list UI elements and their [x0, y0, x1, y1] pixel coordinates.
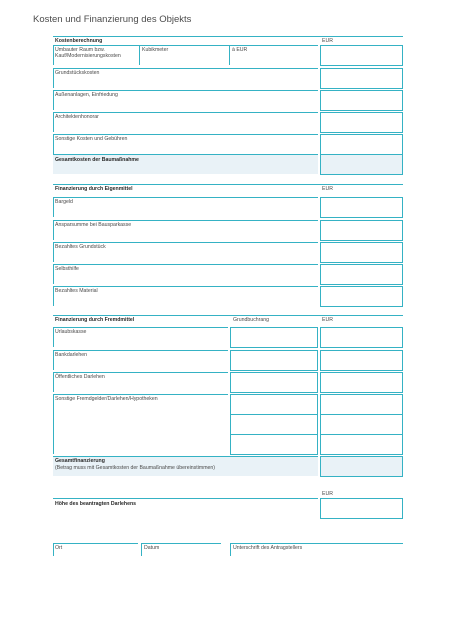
divider: [53, 242, 318, 243]
divider: [53, 372, 228, 373]
divider: [139, 45, 140, 65]
row-label-sonstige-fremdgelder: Sonstige Fremdgelder/Darlehen/Hypotheken: [55, 396, 158, 402]
divider: [53, 543, 54, 556]
footer-ort: Ort: [55, 545, 63, 551]
divider: [53, 90, 318, 91]
divider: [53, 220, 318, 221]
divider: [53, 543, 138, 544]
divider: [53, 498, 318, 499]
rank-field-sonstige-3[interactable]: [230, 434, 318, 455]
divider: [53, 134, 318, 135]
divider: [53, 112, 54, 132]
row-label-ansparsumme: Ansparsumme bei Bausparkasse: [55, 222, 132, 228]
amount-field-ansparsumme[interactable]: [320, 220, 403, 241]
divider: [230, 543, 231, 556]
kosten-header: Kostenberechnung: [55, 38, 103, 44]
kosten-currency: EUR: [322, 38, 333, 44]
darlehen-currency: EUR: [322, 491, 333, 497]
divider: [141, 543, 142, 556]
rank-field-bankdarlehen[interactable]: [230, 350, 318, 371]
divider: [53, 242, 54, 262]
amount-field-sonstige-kosten[interactable]: [320, 134, 403, 155]
row-label-hoehe-darlehen: Höhe des beantragten Darlehens: [55, 501, 137, 507]
divider: [53, 394, 54, 454]
row-label-grundstueckskosten: Grundstückskosten: [55, 70, 100, 76]
amount-field-bezahltes-material[interactable]: [320, 286, 403, 307]
amount-field-sonstige-3[interactable]: [320, 434, 403, 455]
row-label-bargeld: Bargeld: [55, 199, 73, 205]
footer-datum: Datum: [144, 545, 160, 551]
amount-field-gesamtkosten[interactable]: [320, 154, 403, 175]
amount-field-darlehen[interactable]: [320, 498, 403, 519]
row-label-sonstige-kosten: Sonstige Kosten und Gebühren: [55, 136, 128, 142]
rank-field-sonstige-1[interactable]: [230, 394, 318, 415]
divider: [53, 286, 318, 287]
amount-field-architektenhonorar[interactable]: [320, 112, 403, 133]
divider: [53, 315, 403, 316]
rank-field-urlaubskasse[interactable]: [230, 327, 318, 348]
amount-field-sonstige-2[interactable]: [320, 414, 403, 435]
row-label-urlaubskasse: Urlaubskasse: [55, 329, 87, 335]
footer-unterschrift: Unterschrift des Antragstellers: [233, 545, 303, 551]
divider: [53, 68, 318, 69]
amount-field-bargeld[interactable]: [320, 197, 403, 218]
divider: [53, 286, 54, 306]
row-label-architektenhonorar: Architektenhonorar: [55, 114, 99, 120]
amount-field-gesamtfinanzierung[interactable]: [320, 456, 403, 477]
amount-field-umbauter-raum[interactable]: [320, 45, 403, 66]
row-label-aussenanlagen: Außenanlagen, Einfriedung: [55, 92, 118, 98]
amount-field-selbsthilfe[interactable]: [320, 264, 403, 285]
gesamtfinanzierung-note: (Betrag muss mit Gesamtkosten der Baumaßnahme übereinstimmen): [55, 465, 216, 471]
divider: [53, 197, 318, 198]
amount-field-oeffentliches-darlehen[interactable]: [320, 372, 403, 393]
page-title: Kosten und Finanzierung des Objekts: [33, 14, 192, 25]
divider: [229, 45, 230, 65]
divider: [53, 68, 54, 88]
fremd-header: Finanzierung durch Fremdmittel: [55, 317, 135, 323]
divider: [230, 543, 403, 544]
grundbuchrang-header: Grundbuchrang: [233, 317, 270, 323]
divider: [53, 350, 228, 351]
divider: [53, 134, 54, 154]
fremd-currency: EUR: [322, 317, 333, 323]
row-label-bankdarlehen: Bankdarlehen: [55, 352, 88, 358]
eigen-currency: EUR: [322, 186, 333, 192]
row-label-oeffentliches-darlehen: Öffentliches Darlehen: [55, 374, 105, 380]
amount-field-urlaubskasse[interactable]: [320, 327, 403, 348]
row-label-kubikmeter: Kubikmeter: [142, 47, 169, 53]
amount-field-sonstige-1[interactable]: [320, 394, 403, 415]
divider: [141, 543, 221, 544]
row-label-bezahltes-material: Bezahltes Material: [55, 288, 98, 294]
divider: [53, 90, 54, 110]
row-label-gesamtkosten: Gesamtkosten der Baumaßnahme: [55, 157, 139, 163]
divider: [53, 394, 228, 395]
divider: [53, 184, 403, 185]
divider: [53, 327, 54, 347]
amount-field-bezahltes-grundstueck[interactable]: [320, 242, 403, 263]
rank-field-sonstige-2[interactable]: [230, 414, 318, 435]
divider: [53, 45, 318, 46]
divider: [53, 350, 54, 370]
divider: [53, 197, 54, 217]
amount-field-bankdarlehen[interactable]: [320, 350, 403, 371]
divider: [53, 154, 318, 155]
amount-field-aussenanlagen[interactable]: [320, 90, 403, 111]
row-label-selbsthilfe: Selbsthilfe: [55, 266, 79, 272]
divider: [53, 327, 228, 328]
eigen-header: Finanzierung durch Eigenmittel: [55, 186, 133, 192]
divider: [53, 220, 54, 240]
row-label-gesamtfinanzierung: Gesamtfinanzierung: [55, 458, 105, 464]
divider: [53, 264, 54, 284]
row-label-bezahltes-grundstueck: Bezahltes Grundstück: [55, 244, 106, 250]
divider: [53, 45, 54, 65]
row-label-a-eur: à EUR: [232, 47, 248, 53]
divider: [53, 36, 403, 37]
divider: [53, 456, 318, 457]
rank-field-oeffentliches-darlehen[interactable]: [230, 372, 318, 393]
amount-field-grundstueckskosten[interactable]: [320, 68, 403, 89]
row-label-umbauter-raum: Umbauter Raum bzw. Kauf/Modernisierungskosten: [55, 47, 121, 60]
divider: [53, 112, 318, 113]
divider: [53, 372, 54, 392]
divider: [53, 264, 318, 265]
